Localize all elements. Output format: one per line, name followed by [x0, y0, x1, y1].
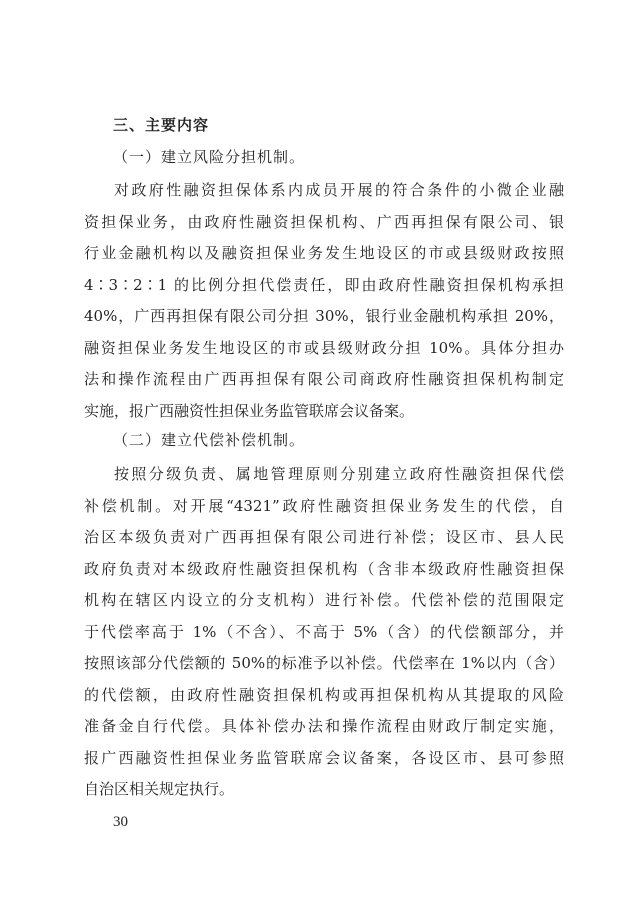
paragraph-line: 按照分级负责、属地管理原则分别建立政府性融资担保代偿 [114, 465, 564, 483]
paragraph-line: 报广西融资性担保业务监管联席会议备案，各设区市、县可参照 [84, 748, 564, 767]
subsection-title-compensation: （二）建立代偿补偿机制。 [113, 431, 306, 449]
paragraph-line: 行业金融机构以及融资担保业务发生地设区的市或县级财政按照 [84, 244, 564, 262]
paragraph-line: 40%，广西再担保有限公司分担 30%，银行业金融机构承担 20%， [84, 307, 564, 325]
paragraph-line: 政府负责对本级政府性融资担保机构（含非本级政府性融资担保 [84, 559, 564, 578]
paragraph-line: 于代偿率高于 1%（不含）、不高于 5%（含）的代偿额部分，并 [84, 622, 564, 641]
paragraph-line: 自治区相关规定执行。 [84, 780, 235, 798]
paragraph-line: 治区本级负责对广西再担保有限公司进行补偿；设区市、县人民 [84, 528, 564, 546]
paragraph-compensation [84, 462, 564, 809]
section-heading: 三、主要内容 [113, 116, 210, 134]
paragraph-line: 补偿机制。对开展“4321”政府性融资担保业务发生的代偿，自 [84, 496, 564, 515]
paragraph-line: 的代偿额，由政府性融资担保机构或再担保机构从其提取的风险 [84, 685, 564, 704]
page-number: 30 [113, 814, 128, 830]
paragraph-line: 4∶3∶2∶1 的比例分担代偿责任，即由政府性融资担保机构承担 [84, 275, 564, 294]
paragraph-line: 准备金自行代偿。具体补偿办法和操作流程由财政厅制定实施， [84, 717, 564, 735]
paragraph-line: 融资担保业务发生地设区的市或县级财政分担 10%。具体分担办 [84, 338, 564, 357]
subsection-title-risk-sharing: （一）建立风险分担机制。 [113, 148, 306, 166]
paragraph-line: 对政府性融资担保体系内成员开展的符合条件的小微企业融 [114, 181, 564, 199]
paragraph-risk-sharing [84, 178, 564, 430]
paragraph-line: 按照该部分代偿额的 50%的标准予以补偿。代偿率在 1%以内（含） [84, 654, 564, 672]
paragraph-line: 实施，报广西融资性担保业务监管联席会议备案。 [84, 401, 415, 420]
paragraph-line: 资担保业务，由政府性融资担保机构、广西再担保有限公司、银 [84, 212, 564, 231]
paragraph-line: 法和操作流程由广西再担保有限公司商政府性融资担保机构制定 [84, 370, 564, 388]
paragraph-line: 机构在辖区内设立的分支机构）进行补偿。代偿补偿的范围限定 [84, 591, 564, 609]
